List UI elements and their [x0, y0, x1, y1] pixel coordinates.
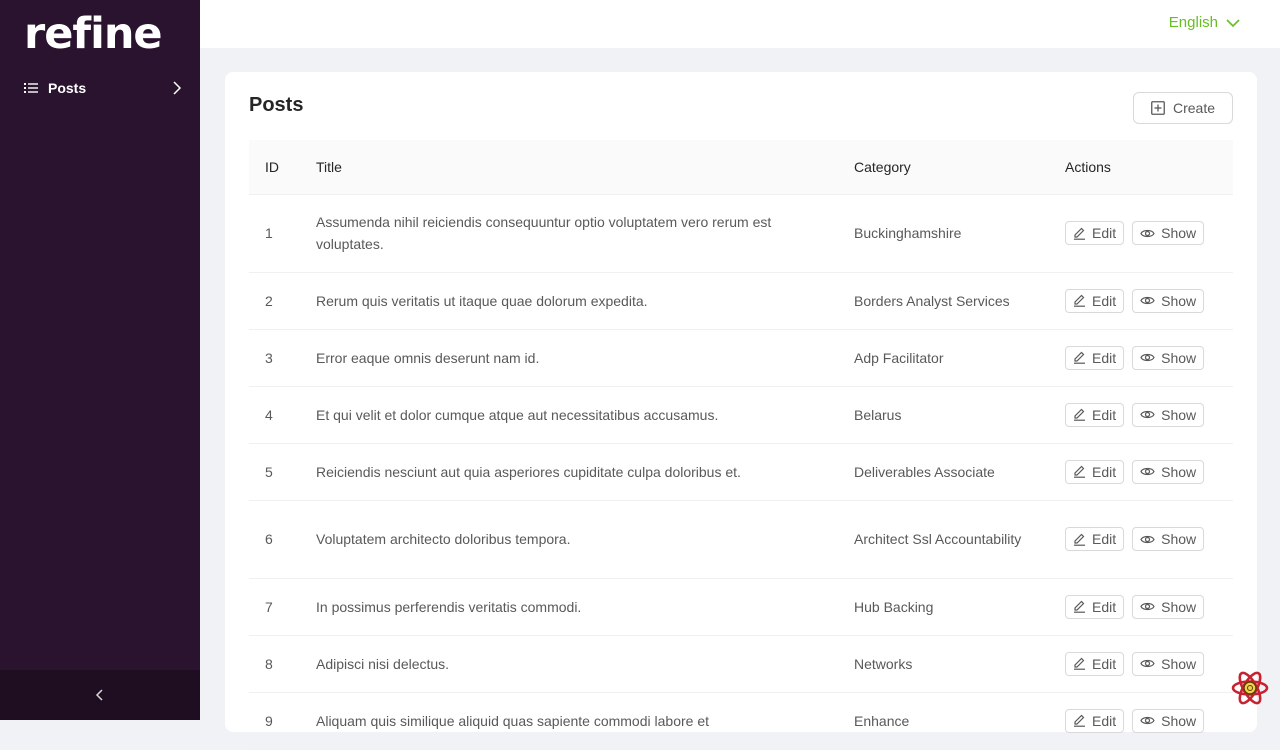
cell-title: Adipisci nisi delectus. — [300, 635, 838, 692]
language-select[interactable] — [1169, 14, 1240, 31]
edit-button-label: Edit — [1092, 531, 1117, 548]
cell-title: Error eaque omnis deserunt nam id. — [300, 329, 838, 386]
cell-category: Adp Facilitator — [838, 329, 1049, 386]
cell-category: Enhance — [838, 692, 1049, 749]
eye-icon — [1140, 466, 1155, 477]
show-button[interactable] — [1132, 221, 1204, 245]
table-row — [249, 443, 1233, 500]
cell-category: Buckinghamshire — [838, 194, 1049, 272]
cell-id: 8 — [249, 635, 300, 692]
cell-id: 9 — [249, 692, 300, 749]
cell-title: Voluptatem architecto doloribus tempora. — [300, 500, 838, 578]
cell-actions — [1049, 443, 1233, 500]
sidebar-item-posts[interactable] — [0, 72, 200, 104]
edit-button[interactable] — [1065, 595, 1124, 619]
edit-icon — [1073, 533, 1086, 546]
cell-title: Et qui velit et dolor cumque atque aut necessitatibus accusamus. — [300, 386, 838, 443]
edit-button[interactable] — [1065, 221, 1124, 245]
refine-logo[interactable] — [24, 9, 162, 59]
edit-button[interactable] — [1065, 403, 1124, 427]
show-button-label: Show — [1161, 531, 1197, 548]
cell-actions — [1049, 194, 1233, 272]
cell-category: Deliverables Associate — [838, 443, 1049, 500]
devtools-button[interactable] — [1230, 668, 1270, 708]
eye-icon — [1140, 715, 1155, 726]
header — [200, 0, 1280, 48]
table-row — [249, 578, 1233, 635]
page-title: Posts — [249, 94, 304, 116]
cell-id: 7 — [249, 578, 300, 635]
show-button[interactable] — [1132, 652, 1204, 676]
posts-list-card — [225, 72, 1257, 732]
react-devtools-icon — [1230, 668, 1270, 708]
cell-actions — [1049, 578, 1233, 635]
eye-icon — [1140, 658, 1155, 669]
edit-button[interactable] — [1065, 709, 1124, 733]
create-button[interactable] — [1133, 92, 1233, 124]
logo-text: refine — [24, 9, 162, 59]
eye-icon — [1140, 601, 1155, 612]
show-button-label: Show — [1161, 225, 1197, 242]
cell-id: 4 — [249, 386, 300, 443]
edit-button[interactable] — [1065, 346, 1124, 370]
posts-table — [249, 140, 1233, 750]
edit-button[interactable] — [1065, 527, 1124, 551]
cell-title: In possimus perferendis veritatis commodi. — [300, 578, 838, 635]
edit-button-label: Edit — [1092, 225, 1117, 242]
cell-title: Reiciendis nesciunt aut quia asperiores cupiditate culpa doloribus et. — [300, 443, 838, 500]
cell-category: Networks — [838, 635, 1049, 692]
table-header-row — [249, 140, 1233, 194]
show-button-label: Show — [1161, 655, 1197, 672]
chevron-left-icon — [94, 688, 106, 702]
edit-button[interactable] — [1065, 289, 1124, 313]
cell-id: 2 — [249, 272, 300, 329]
eye-icon — [1140, 228, 1155, 239]
table-row — [249, 272, 1233, 329]
cell-category: Belarus — [838, 386, 1049, 443]
show-button-label: Show — [1161, 292, 1197, 309]
cell-actions — [1049, 635, 1233, 692]
sidebar-collapse-button[interactable] — [0, 670, 200, 720]
sidebar — [0, 0, 200, 720]
show-button[interactable] — [1132, 346, 1204, 370]
eye-icon — [1140, 295, 1155, 306]
edit-icon — [1073, 714, 1086, 727]
sidebar-item-label: Posts — [48, 80, 87, 96]
cell-id: 6 — [249, 500, 300, 578]
plus-square-icon — [1151, 101, 1165, 115]
chevron-right-icon — [170, 81, 184, 95]
show-button-label: Show — [1161, 598, 1197, 615]
language-label: English — [1168, 14, 1218, 31]
cell-category: Architect Ssl Accountability — [838, 500, 1049, 578]
show-button-label: Show — [1161, 406, 1197, 423]
cell-actions — [1049, 692, 1233, 749]
edit-button-label: Edit — [1092, 598, 1117, 615]
table-row — [249, 386, 1233, 443]
edit-icon — [1073, 465, 1086, 478]
cell-actions — [1049, 272, 1233, 329]
show-button-label: Show — [1161, 349, 1197, 366]
edit-button[interactable] — [1065, 652, 1124, 676]
edit-button-label: Edit — [1092, 349, 1117, 366]
table-row — [249, 635, 1233, 692]
edit-button-label: Edit — [1092, 655, 1117, 672]
cell-category: Borders Analyst Services — [838, 272, 1049, 329]
edit-button-label: Edit — [1092, 712, 1117, 729]
column-header-category[interactable]: Category — [838, 140, 1049, 194]
cell-actions — [1049, 500, 1233, 578]
edit-icon — [1073, 227, 1086, 240]
table-row — [249, 329, 1233, 386]
cell-category: Hub Backing — [838, 578, 1049, 635]
column-header-actions: Actions — [1049, 140, 1233, 194]
table-row — [249, 500, 1233, 578]
show-button[interactable] — [1132, 709, 1204, 733]
cell-id: 1 — [249, 194, 300, 272]
eye-icon — [1140, 534, 1155, 545]
eye-icon — [1140, 352, 1155, 363]
list-icon — [24, 82, 38, 94]
cell-id: 5 — [249, 443, 300, 500]
edit-button-label: Edit — [1092, 406, 1117, 423]
edit-icon — [1073, 600, 1086, 613]
table-row — [249, 194, 1233, 272]
edit-icon — [1073, 294, 1086, 307]
edit-button-label: Edit — [1092, 463, 1117, 480]
eye-icon — [1140, 409, 1155, 420]
edit-icon — [1073, 408, 1086, 421]
cell-title: Aliquam quis similique aliquid quas sapiente commodi labore et — [300, 692, 838, 749]
cell-id: 3 — [249, 329, 300, 386]
table-row — [249, 692, 1233, 749]
edit-icon — [1073, 657, 1086, 670]
column-header-id[interactable]: ID — [249, 140, 300, 194]
cell-actions — [1049, 386, 1233, 443]
cell-actions — [1049, 329, 1233, 386]
create-button-label: Create — [1172, 100, 1216, 116]
cell-title: Assumenda nihil reiciendis consequuntur optio voluptatem vero rerum est voluptates. — [300, 194, 838, 272]
show-button[interactable] — [1132, 527, 1204, 551]
show-button[interactable] — [1132, 403, 1204, 427]
edit-button[interactable] — [1065, 460, 1124, 484]
show-button[interactable] — [1132, 460, 1204, 484]
show-button[interactable] — [1132, 595, 1204, 619]
show-button-label: Show — [1161, 712, 1197, 729]
edit-button-label: Edit — [1092, 292, 1117, 309]
show-button-label: Show — [1161, 463, 1197, 480]
edit-icon — [1073, 351, 1086, 364]
chevron-down-icon — [1226, 18, 1240, 28]
show-button[interactable] — [1132, 289, 1204, 313]
cell-title: Rerum quis veritatis ut itaque quae dolorum expedita. — [300, 272, 838, 329]
column-header-title[interactable]: Title — [300, 140, 838, 194]
